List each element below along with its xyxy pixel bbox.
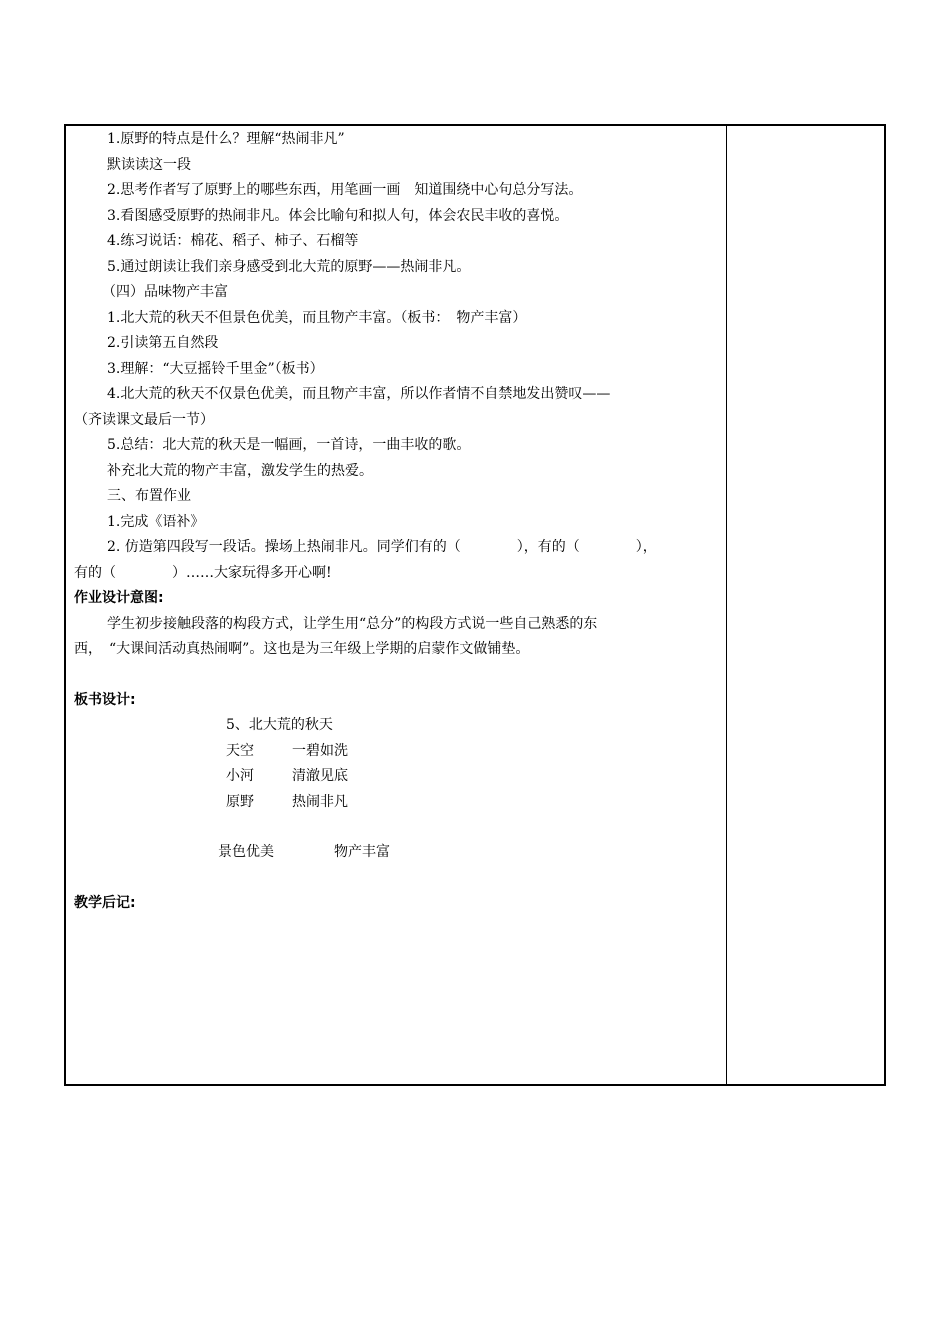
- text-line: 5.通过朗读让我们亲身感受到北大荒的原野——热闹非凡。: [107, 258, 471, 275]
- board-design: [74, 713, 722, 815]
- text-line: 2. 仿造第四段写一段话。操场上热闹非凡。同学们有的（ ），有的（ ），: [107, 539, 657, 555]
- text-line: 1.完成《语补》: [107, 513, 205, 530]
- text-line: 5.总结：北大荒的秋天是一幅画，一首诗，一曲丰收的歌。: [107, 437, 471, 453]
- board-heading: 板书设计:: [74, 691, 136, 708]
- text-line: 2.思考作者写了原野上的哪些东西，用笔画一画 知道围绕中心句总分写法。: [107, 182, 583, 198]
- text-line: 1.北大荒的秋天不但景色优美，而且物产丰富。（板书： 物产丰富）: [107, 309, 527, 326]
- text-line: 1.原野的特点是什么？理解“热闹非凡”: [107, 131, 345, 147]
- lesson-content: [74, 127, 722, 916]
- board-row-subject: 原野: [226, 793, 254, 810]
- text-line: 补充北大荒的物产丰富，激发学生的热爱。: [107, 462, 373, 479]
- text-line: 4.北大荒的秋天不仅景色优美，而且物产丰富，所以作者情不自禁地发出赞叹——: [107, 386, 611, 402]
- board-row-phrase: 清澈见底: [292, 768, 348, 784]
- board-row: [226, 739, 722, 765]
- section-heading: （四）品味物产丰富: [102, 284, 228, 300]
- notes-heading: 教学后记:: [74, 894, 136, 911]
- text-line: 3.看图感受原野的热闹非凡。体会比喻句和拟人句，体会农民丰收的喜悦。: [107, 207, 569, 224]
- text-line: （齐读课文最后一节）: [74, 411, 214, 428]
- board-summary-right: 物产丰富: [334, 844, 390, 860]
- board-row-phrase: 热闹非凡: [292, 793, 348, 810]
- board-summary-left: 景色优美: [218, 844, 274, 860]
- board-summary: [74, 840, 722, 866]
- text-line: 有的（ ）……大家玩得多开心啊!: [74, 564, 332, 581]
- table-column-divider: [726, 124, 727, 1086]
- text-line: 2.引读第五自然段: [107, 335, 219, 351]
- intent-text-line: 西， “大课间活动真热闹啊”。这也是为三年级上学期的启蒙作文做铺垫。: [74, 641, 530, 657]
- board-row: [226, 764, 722, 790]
- board-title: 5、北大荒的秋天: [226, 717, 333, 733]
- board-row-phrase: 一碧如洗: [292, 742, 348, 759]
- intent-heading: 作业设计意图:: [74, 590, 164, 606]
- board-row-subject: 小河: [226, 768, 254, 784]
- text-line: 3.理解：“大豆摇铃千里金”（板书）: [107, 360, 324, 377]
- board-row: [226, 790, 722, 816]
- intent-text-line: 学生初步接触段落的构段方式，让学生用“总分”的构段方式说一些自己熟悉的东: [107, 615, 598, 632]
- text-line: 默读读这一段: [107, 156, 191, 173]
- section-heading: 三、布置作业: [107, 488, 191, 504]
- board-row-subject: 天空: [226, 742, 254, 759]
- text-line: 4.练习说话：棉花、稻子、柿子、石榴等: [107, 233, 359, 249]
